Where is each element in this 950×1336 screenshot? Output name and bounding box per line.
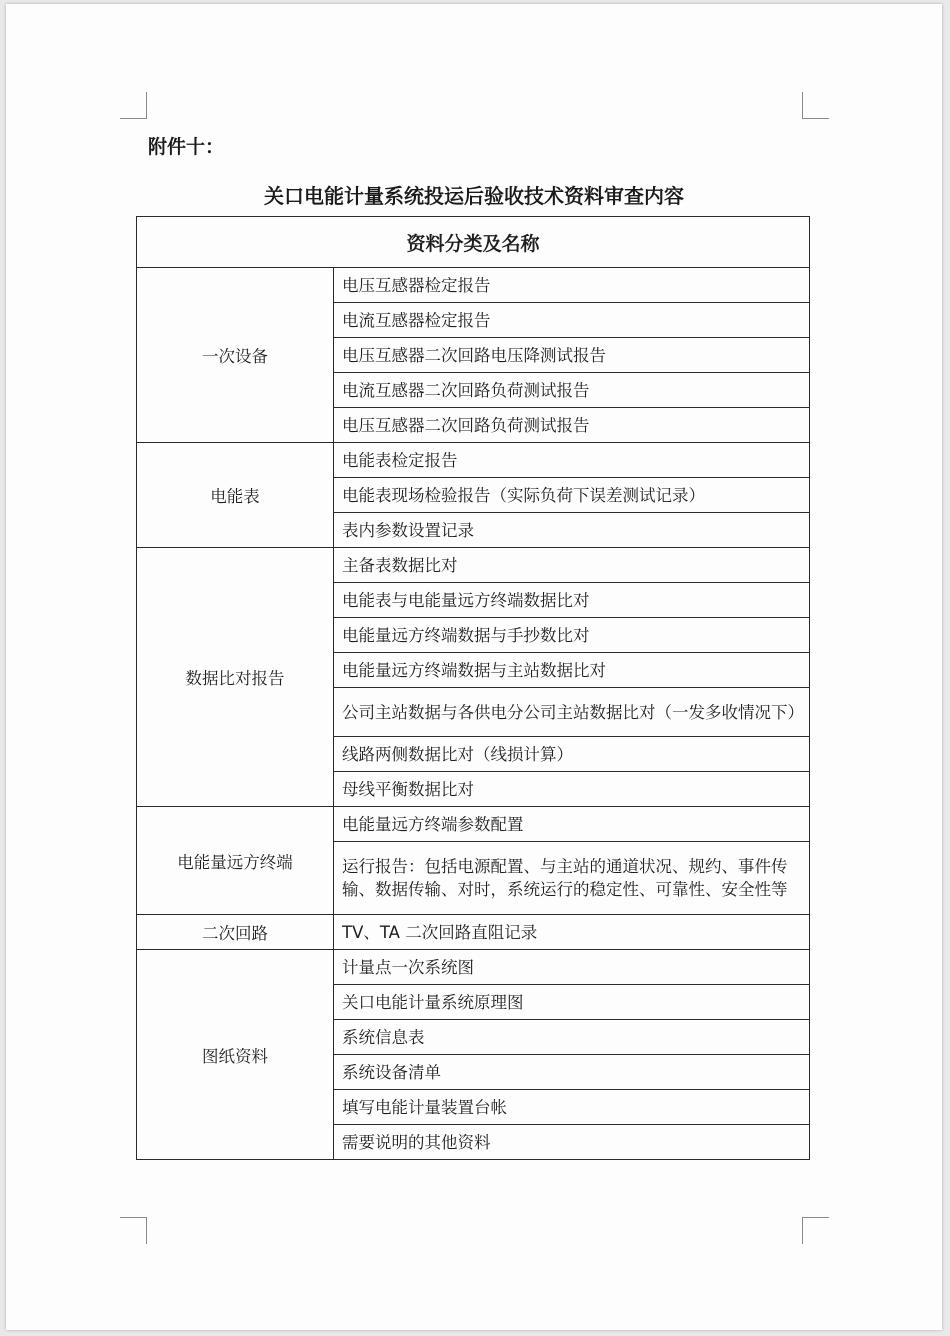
item-cell: 电压互感器二次回路电压降测试报告 xyxy=(334,338,810,373)
materials-table xyxy=(136,216,810,1160)
table-header-row xyxy=(137,217,810,268)
table-row xyxy=(137,807,810,842)
document-title: 关口电能计量系统投运后验收技术资料审查内容 xyxy=(264,184,684,208)
item-cell: 运行报告：包括电源配置、与主站的通道状况、规约、事件传输、数据传输、对时，系统运行的稳定性、可靠性、安全性等 xyxy=(334,842,810,915)
item-cell: 主备表数据比对 xyxy=(334,548,810,583)
item-cell: 电能量远方终端数据与主站数据比对 xyxy=(334,653,810,688)
category-cell: 电能表 xyxy=(137,443,334,548)
item-cell: 电流互感器二次回路负荷测试报告 xyxy=(334,373,810,408)
table-row xyxy=(137,443,810,478)
item-cell: 关口电能计量系统原理图 xyxy=(334,985,810,1020)
item-cell: 计量点一次系统图 xyxy=(334,950,810,985)
crop-mark-top-left xyxy=(120,92,147,119)
table-row xyxy=(137,950,810,985)
crop-mark-top-right xyxy=(802,92,829,119)
item-cell: 电能表与电能量远方终端数据比对 xyxy=(334,583,810,618)
item-cell: 系统设备清单 xyxy=(334,1055,810,1090)
table-header: 资料分类及名称 xyxy=(137,217,810,268)
category-cell: 电能量远方终端 xyxy=(137,807,334,915)
item-cell: 电能量远方终端参数配置 xyxy=(334,807,810,842)
item-cell: 电能表检定报告 xyxy=(334,443,810,478)
item-cell: 电压互感器二次回路负荷测试报告 xyxy=(334,408,810,443)
category-cell: 图纸资料 xyxy=(137,950,334,1160)
item-cell: 电能量远方终端数据与手抄数比对 xyxy=(334,618,810,653)
category-cell: 二次回路 xyxy=(137,915,334,950)
crop-mark-bottom-right xyxy=(802,1217,829,1244)
item-cell: 填写电能计量装置台帐 xyxy=(334,1090,810,1125)
table-row xyxy=(137,915,810,950)
item-cell: 系统信息表 xyxy=(334,1020,810,1055)
table-row xyxy=(137,268,810,303)
item-cell: 公司主站数据与各供电分公司主站数据比对（一发多收情况下） xyxy=(334,688,810,737)
item-cell: 电流互感器检定报告 xyxy=(334,303,810,338)
item-cell: 表内参数设置记录 xyxy=(334,513,810,548)
item-cell: TV、TA 二次回路直阻记录 xyxy=(334,915,810,950)
item-cell: 母线平衡数据比对 xyxy=(334,772,810,807)
table-row xyxy=(137,548,810,583)
item-cell: 线路两侧数据比对（线损计算） xyxy=(334,737,810,772)
crop-mark-bottom-left xyxy=(120,1217,147,1244)
category-cell: 数据比对报告 xyxy=(137,548,334,807)
item-cell: 电压互感器检定报告 xyxy=(334,268,810,303)
item-cell: 电能表现场检验报告（实际负荷下误差测试记录） xyxy=(334,478,810,513)
item-cell: 需要说明的其他资料 xyxy=(334,1125,810,1160)
category-cell: 一次设备 xyxy=(137,268,334,443)
attachment-label: 附件十： xyxy=(148,136,225,158)
document-page xyxy=(6,4,942,1330)
